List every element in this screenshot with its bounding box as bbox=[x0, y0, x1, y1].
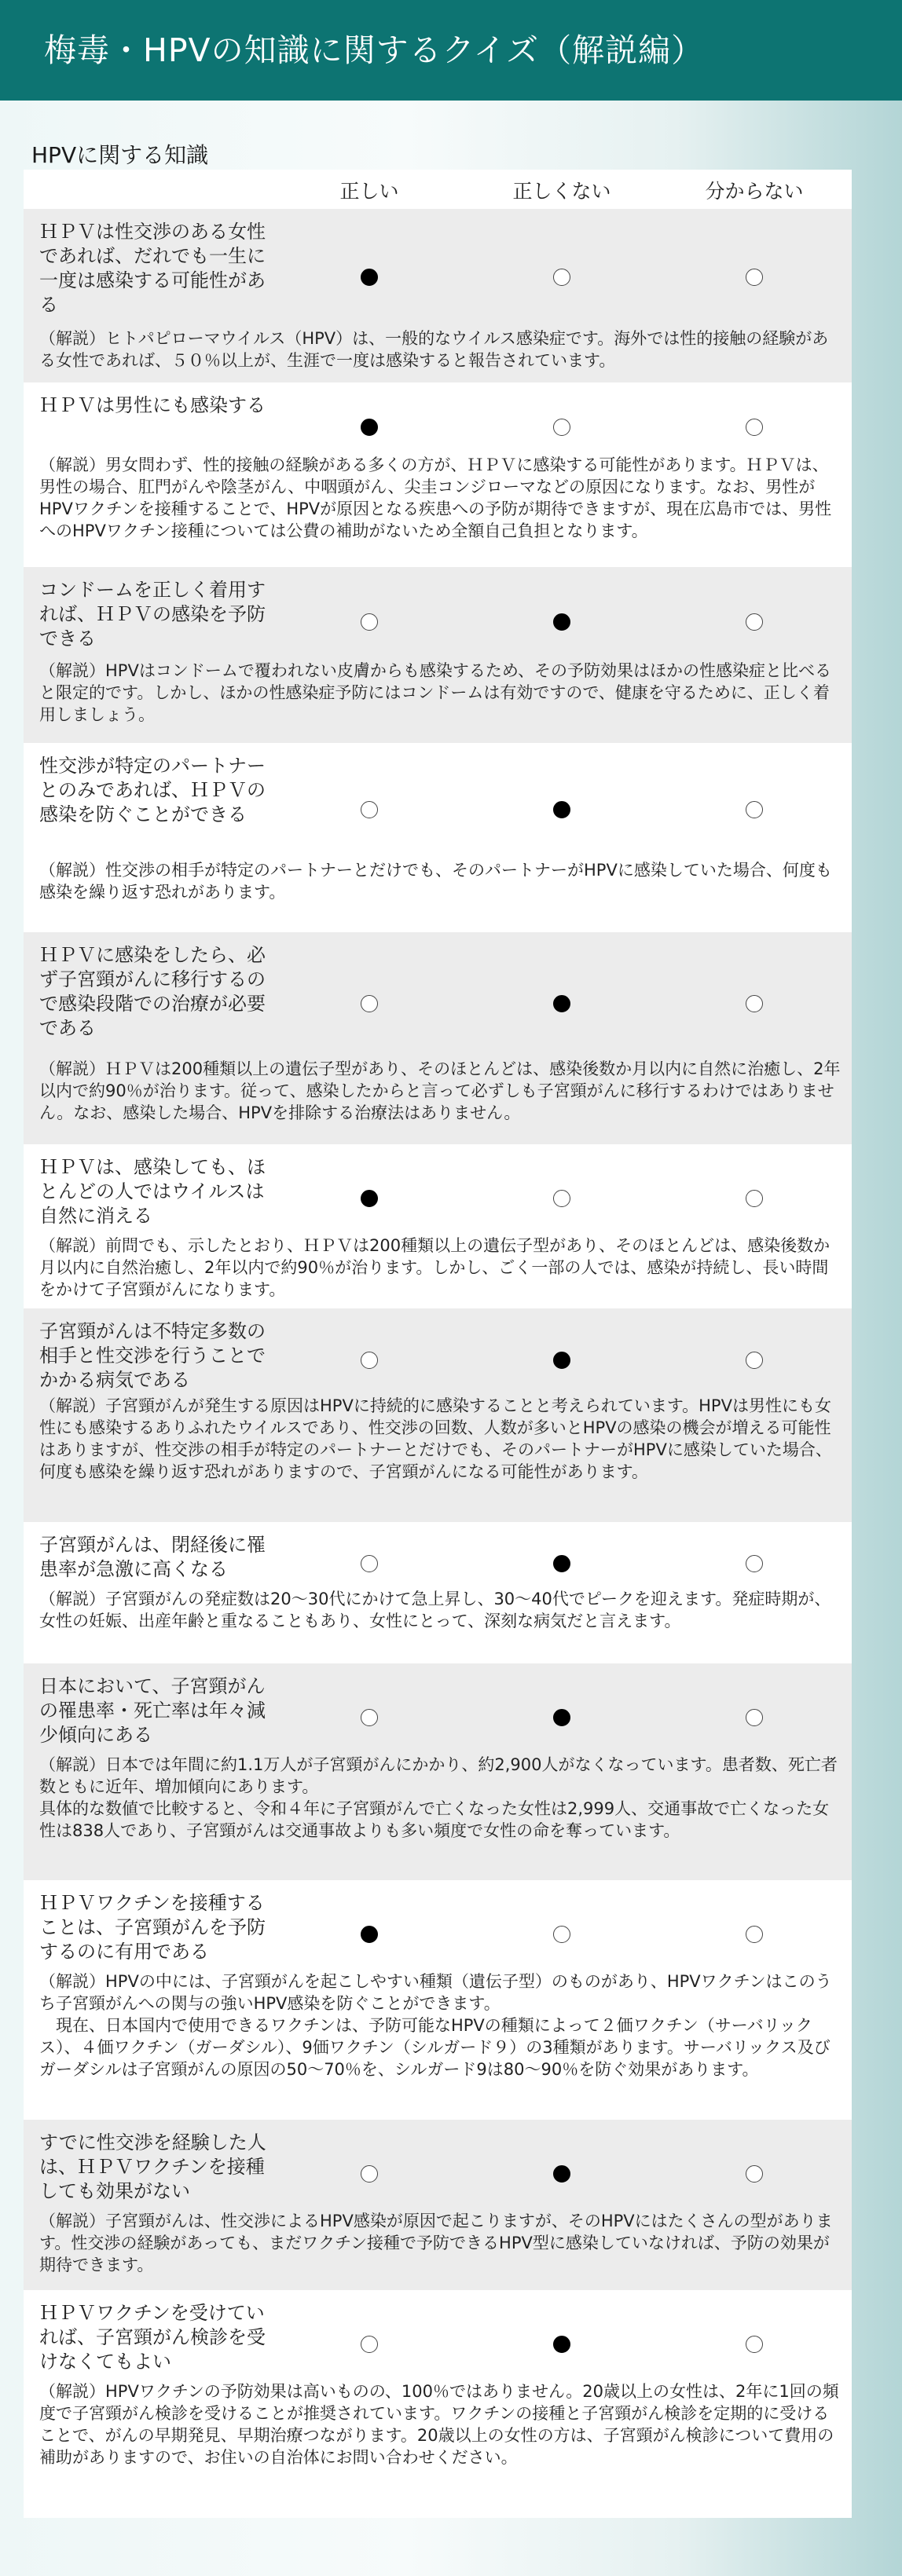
question-text: ＨＰＶワクチンを接種することは、子宮頸がんを予防するのに有用である bbox=[39, 1892, 266, 1963]
choice-correct-radio[interactable] bbox=[361, 269, 378, 286]
question-text: 子宮頸がんは、閉経後に罹患率が急激に高くなる bbox=[39, 1534, 266, 1580]
choice-correct-radio[interactable] bbox=[361, 1926, 378, 1943]
choice-incorrect-radio[interactable] bbox=[553, 995, 570, 1012]
choice-unknown-radio[interactable] bbox=[746, 419, 763, 436]
explanation-text: （解説）前問でも、示したとおり、ＨＰＶは200種類以上の遺伝子型があり、そのほとんどは、感染後数か月以内に自然治癒し、2年以内で約90％が治ります。しかし、ごく一部の人では、感染が持続し、長い時間をかけて子宮頸がんになります。 bbox=[39, 1236, 830, 1299]
choice-correct-radio[interactable] bbox=[361, 2336, 378, 2353]
question-text: ＨＰＶは性交渉のある女性であれば、だれでも一生に一度は感染する可能性がある bbox=[39, 221, 266, 316]
choice-unknown-radio[interactable] bbox=[746, 1555, 763, 1572]
question-text: すでに性交渉を経験した人は、ＨＰＶワクチンを接種しても効果がない bbox=[39, 2131, 266, 2202]
quiz-question-block bbox=[24, 743, 852, 932]
choice-correct-radio[interactable] bbox=[361, 801, 378, 818]
explanation-text: （解説）性交渉の相手が特定のパートナーとだけでも、そのパートナーがHPVに感染していた場合、何度も感染を繰り返す恐れがあります。 bbox=[39, 861, 832, 902]
choice-correct-radio[interactable] bbox=[361, 995, 378, 1012]
explanation-text: （解説）男女問わず、性的接触の経験がある多くの方が、ＨＰＶに感染する可能性があります。ＨＰＶは、男性の場合、肛門がんや陰茎がん、中咽頭がん、尖圭コンジローマなどの原因になります。なお、男性がHPVワクチンを接種することで、HPVが原因となる疾患への予防が期待できますが、現在広島市では、男性へのHPVワクチン接種については公費の補助がないため全額自己負担となります。 bbox=[39, 456, 832, 540]
choice-unknown-radio[interactable] bbox=[746, 2165, 763, 2183]
choice-unknown-radio[interactable] bbox=[746, 1926, 763, 1943]
column-header-unknown: 分からない bbox=[705, 180, 804, 203]
explanation-text: （解説）子宮頸がんが発生する原因はHPVに持続的に感染することと考えられています。HPVは男性にも女性にも感染するありふれたウイルスであり、性交渉の回数、人数が多いとHPVの感染の機会が増える可能性はありますが、性交渉の相手が特定のパートナーとだけでも、そのパートナーがHPVに感染していた場合、何度も感染を繰り返す恐れがありますので、子宮頸がんになる可能性があります。 bbox=[39, 1396, 832, 1481]
quiz-question-block bbox=[24, 382, 852, 567]
quiz-question-block bbox=[24, 1522, 852, 1663]
choice-unknown-radio[interactable] bbox=[746, 2336, 763, 2353]
explanation-text: （解説）HPVの中には、子宮頸がんを起こしやすい種類（遺伝子型）のものがあり、HPVワクチンはこのうち子宮頸がんへの関与の強いHPV感染を防ぐことができます。 現在、日本国内で使用できるワクチンは、予防可能なHPVの種類によって２価ワクチン（サーバリックス）、４価ワクチン（ガーダシル）、9価ワクチン（シルガード９）の3種類があります。サーバリックス及びガーダシルは子宮頸がんの原因の50～70％を、シルガード9は80～90％を防ぐ効果があります。 bbox=[39, 1972, 832, 2079]
quiz-question-block bbox=[24, 932, 852, 1144]
quiz-question-block bbox=[24, 2290, 852, 2518]
choice-unknown-radio[interactable] bbox=[746, 995, 763, 1012]
choice-incorrect-radio[interactable] bbox=[553, 801, 570, 818]
choice-correct-radio[interactable] bbox=[361, 1352, 378, 1369]
explanation-text: （解説）日本では年間に約1.1万人が子宮頸がんにかかり、約2,900人がなくなっています。患者数、死亡者数ともに近年、増加傾向にあります。 具体的な数値で比較すると、令和４年に子宮頸がんで亡くなった女性は2,999人、交通事故で亡くなった女性は838人であり、子宮頸がんは交通事故よりも多い頻度で女性の命を奪っています。 bbox=[39, 1755, 838, 1840]
column-header-correct: 正しい bbox=[339, 180, 399, 203]
choice-unknown-radio[interactable] bbox=[746, 801, 763, 818]
question-text: ＨＰＶに感染をしたら、必ず子宮頸がんに移行するので感染段階での治療が必要である bbox=[39, 944, 266, 1039]
section-title: HPVに関する知識 bbox=[31, 142, 209, 168]
question-text: ＨＰＶは男性にも感染する bbox=[39, 394, 266, 416]
choice-unknown-radio[interactable] bbox=[746, 269, 763, 286]
choice-unknown-radio[interactable] bbox=[746, 1190, 763, 1207]
explanation-text: （解説）HPVはコンドームで覆われない皮膚からも感染するため、その予防効果はほかの性感染症と比べると限定的です。しかし、ほかの性感染症予防にはコンドームは有効ですので、健康を守るために、正しく着用しましょう。 bbox=[39, 661, 831, 724]
choice-correct-radio[interactable] bbox=[361, 419, 378, 436]
choice-incorrect-radio[interactable] bbox=[553, 1926, 570, 1943]
page-title: 梅毒・HPVの知識に関するクイズ（解説編） bbox=[0, 0, 902, 101]
quiz-question-block bbox=[24, 1144, 852, 1308]
choice-incorrect-radio[interactable] bbox=[553, 2165, 570, 2183]
choice-correct-radio[interactable] bbox=[361, 1709, 378, 1726]
quiz-question-block bbox=[24, 2120, 852, 2290]
question-text: ＨＰＶは、感染しても、ほとんどの人ではウイルスは自然に消える bbox=[39, 1156, 266, 1227]
explanation-text: （解説）ＨＰＶは200種類以上の遺伝子型があり、そのほとんどは、感染後数か月以内に自然に治癒し、2年以内で約90％が治ります。従って、感染したからと言って必ずしも子宮頸がんに移行するわけではありません。なお、感染した場合、HPVを排除する治療法はありません。 bbox=[39, 1059, 841, 1122]
explanation-text: （解説）子宮頸がんの発症数は20～30代にかけて急上昇し、30～40代でピークを迎えます。発症時期が、女性の妊娠、出産年齢と重なることもあり、女性にとって、深刻な病気だと言えます。 bbox=[39, 1590, 831, 1630]
choice-unknown-radio[interactable] bbox=[746, 1709, 763, 1726]
quiz-question-block bbox=[24, 1880, 852, 2120]
choice-incorrect-radio[interactable] bbox=[553, 613, 570, 631]
quiz-question-block bbox=[24, 1308, 852, 1522]
quiz-question-block bbox=[24, 1663, 852, 1880]
question-text: 日本において、子宮頸がんの罹患率・死亡率は年々減少傾向にある bbox=[39, 1675, 266, 1746]
explanation-text: （解説）ヒトパピローマウイルス（HPV）は、一般的なウイルス感染症です。海外では性的接触の経験がある女性であれば、５０％以上が、生涯で一度は感染すると報告されています。 bbox=[39, 329, 829, 370]
choice-unknown-radio[interactable] bbox=[746, 1352, 763, 1369]
choice-correct-radio[interactable] bbox=[361, 1555, 378, 1572]
choice-incorrect-radio[interactable] bbox=[553, 1190, 570, 1207]
question-text: 子宮頸がんは不特定多数の相手と性交渉を行うことでかかる病気である bbox=[39, 1320, 266, 1391]
choice-incorrect-radio[interactable] bbox=[553, 269, 570, 286]
choice-incorrect-radio[interactable] bbox=[553, 1352, 570, 1369]
column-header-row bbox=[24, 170, 852, 209]
choice-incorrect-radio[interactable] bbox=[553, 1555, 570, 1572]
choice-correct-radio[interactable] bbox=[361, 613, 378, 631]
choice-unknown-radio[interactable] bbox=[746, 613, 763, 631]
choice-incorrect-radio[interactable] bbox=[553, 1709, 570, 1726]
question-text: コンドームを正しく着用すれば、ＨＰＶの感染を予防できる bbox=[39, 579, 266, 649]
column-header-incorrect: 正しくない bbox=[512, 180, 611, 203]
choice-incorrect-radio[interactable] bbox=[553, 419, 570, 436]
choice-correct-radio[interactable] bbox=[361, 2165, 378, 2183]
choice-incorrect-radio[interactable] bbox=[553, 2336, 570, 2353]
quiz-question-block bbox=[24, 209, 852, 382]
question-text: 性交渉が特定のパートナーとのみであれば、ＨＰＶの感染を防ぐことができる bbox=[39, 755, 266, 825]
explanation-text: （解説）HPVワクチンの予防効果は高いものの、100％ではありません。20歳以上の女性は、2年に1回の頻度で子宮頸がん検診を受けることが推奨されています。ワクチンの接種と子宮頸がん検診を定期的に受けることで、がんの早期発見、早期治療つながります。20歳以上の女性の方は、子宮頸がん検診について費用の補助がありますので、お住いの自治体にお問い合わせください。 bbox=[39, 2382, 839, 2467]
quiz-panel bbox=[24, 170, 852, 2518]
quiz-question-block bbox=[24, 567, 852, 743]
explanation-text: （解説）子宮頸がんは、性交渉によるHPV感染が原因で起こりますが、そのHPVにはたくさんの型があります。性交渉の経験があっても、まだワクチン接種で予防できるHPV型に感染していなければ、予防の効果が期待できます。 bbox=[39, 2212, 833, 2274]
choice-correct-radio[interactable] bbox=[361, 1190, 378, 1207]
question-text: ＨＰＶワクチンを受けていれば、子宮頸がん検診を受けなくてもよい bbox=[39, 2302, 266, 2373]
